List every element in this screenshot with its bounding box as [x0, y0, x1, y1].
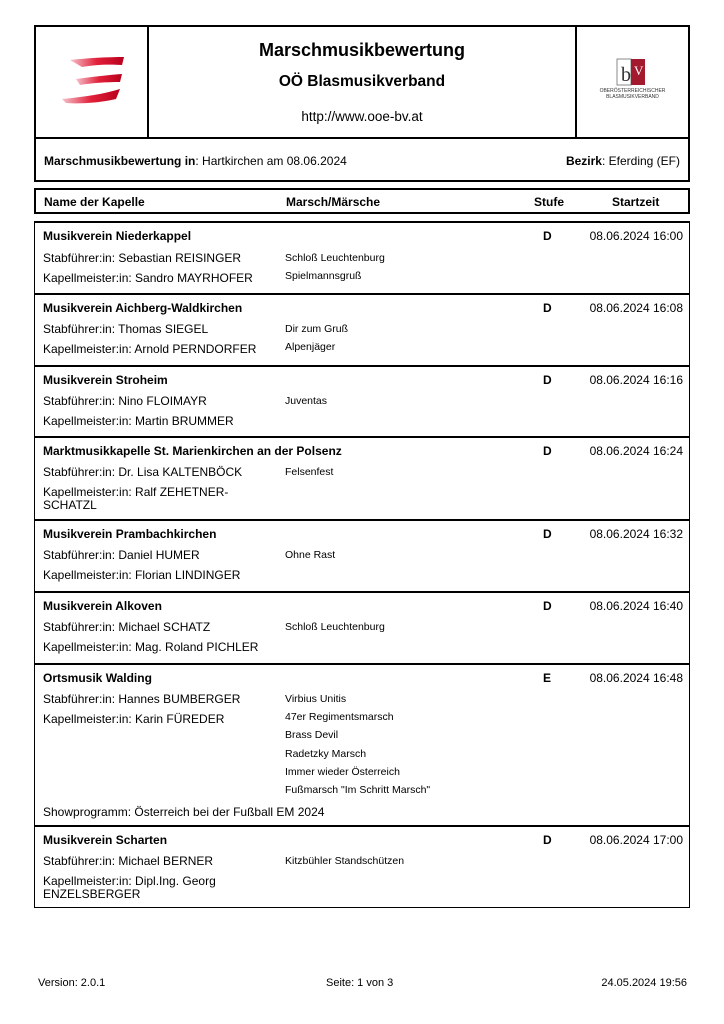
startzeit-value: 08.06.2024 16:08: [589, 301, 683, 315]
footer-version: Version: 2.0.1: [38, 977, 106, 989]
footer-date: 24.05.2024 19:56: [601, 977, 687, 989]
event-info-value: : Hartkirchen am 08.06.2024: [195, 154, 347, 168]
left-logo: [36, 27, 149, 137]
right-logo-caption: [577, 88, 688, 100]
table-row: [35, 223, 689, 295]
stufe-value: E: [543, 671, 552, 685]
footer-page-number: Seite: 1 von 3: [326, 977, 394, 989]
table-row: [35, 593, 689, 665]
header-box: [34, 25, 690, 182]
band-name: Musikverein Stroheim: [43, 373, 168, 387]
stufe-value: D: [543, 599, 552, 613]
kapellmeister: Kapellmeister:in: Dipl.Ing. Georg ENZELSBERGER: [43, 874, 216, 901]
startzeit-value: 08.06.2024 16:24: [589, 444, 683, 458]
red-swoosh-logo-icon: [36, 27, 149, 137]
stufe-value: D: [543, 301, 552, 315]
march-item: Ohne Rast: [285, 549, 336, 561]
table-row: [35, 367, 689, 438]
show-program: Showprogramm: Österreich bei der Fußball EM 2024: [43, 805, 325, 819]
startzeit-value: 08.06.2024 16:32: [589, 527, 683, 541]
column-marsch: Marsch/Märsche: [286, 195, 381, 209]
table-row: [35, 665, 689, 827]
stabfuehrer: Stabführer:in: Sebastian REISINGER: [43, 251, 242, 265]
event-info: [44, 154, 347, 168]
kapellmeister: Kapellmeister:in: Mag. Roland PICHLER: [43, 640, 259, 654]
header-info: [36, 139, 688, 180]
march-item: Schloß Leuchtenburg: [285, 621, 385, 633]
march-item: Dir zum Gruß: [285, 323, 348, 335]
page-title: Marschmusikbewertung: [258, 40, 466, 60]
district-value: : Eferding (EF): [601, 154, 680, 168]
header-top: [36, 27, 688, 139]
startzeit-value: 08.06.2024 16:48: [589, 671, 683, 685]
table-row: [35, 521, 689, 593]
svg-text:b: b: [621, 64, 631, 86]
kapellmeister: Kapellmeister:in: Ralf ZEHETNER-SCHATZL: [43, 485, 229, 512]
band-name: Musikverein Scharten: [43, 833, 168, 847]
entries-table: [34, 221, 690, 908]
column-stufe: Stufe: [534, 195, 564, 209]
svg-text:V: V: [634, 63, 644, 78]
startzeit-value: 08.06.2024 16:00: [589, 229, 683, 243]
march-item: Schloß Leuchtenburg: [285, 252, 385, 264]
march-item: 47er Regimentsmarsch: [285, 711, 394, 723]
march-item: Fußmarsch "Im Schritt Marsch": [285, 784, 431, 796]
stabfuehrer: Stabführer:in: Nino FLOIMAYR: [43, 394, 207, 408]
march-item: Brass Devil: [285, 729, 339, 741]
stufe-value: D: [543, 527, 552, 541]
band-name: Ortsmusik Walding: [43, 671, 152, 685]
march-item: Immer wieder Österreich: [285, 766, 400, 778]
march-item: Radetzky Marsch: [285, 748, 367, 760]
event-info-label: Marschmusikbewertung in: [44, 154, 196, 168]
stabfuehrer: Stabführer:in: Hannes BUMBERGER: [43, 692, 241, 706]
stufe-value: D: [543, 229, 552, 243]
table-row: [35, 827, 689, 908]
stabfuehrer: Stabführer:in: Michael BERNER: [43, 854, 214, 868]
table-row: [35, 438, 689, 521]
kapellmeister: Kapellmeister:in: Sandro MAYRHOFER: [43, 271, 253, 285]
startzeit-value: 08.06.2024 16:16: [589, 373, 683, 387]
stabfuehrer: Stabführer:in: Dr. Lisa KALTENBÖCK: [43, 465, 243, 479]
band-name: Musikverein Niederkappel: [43, 229, 192, 243]
stabfuehrer: Stabführer:in: Michael SCHATZ: [43, 620, 211, 634]
website-link[interactable]: http://www.ooe-bv.at: [301, 109, 423, 124]
march-item: Kitzbühler Standschützen: [285, 855, 405, 867]
kapellmeister: Kapellmeister:in: Arnold PERNDORFER: [43, 342, 257, 356]
column-header: [34, 188, 690, 214]
stufe-value: D: [543, 373, 552, 387]
stabfuehrer: Stabführer:in: Daniel HUMER: [43, 548, 200, 562]
startzeit-value: 08.06.2024 16:40: [589, 599, 683, 613]
band-name: Marktmusikkapelle St. Marienkirchen an der Polsenz: [43, 444, 342, 458]
column-name: Name der Kapelle: [44, 195, 145, 209]
blasmusikverband-logo-icon: [577, 27, 690, 137]
march-item: Alpenjäger: [285, 341, 336, 353]
stufe-value: D: [543, 444, 552, 458]
right-logo: [575, 27, 688, 137]
district-label: Bezirk: [565, 154, 602, 168]
march-item: Virbius Unitis: [285, 693, 347, 705]
kapellmeister: Kapellmeister:in: Martin BRUMMER: [43, 414, 234, 428]
startzeit-value: 08.06.2024 17:00: [589, 833, 683, 847]
right-logo-caption-line1: OBERÖSTERREICHISCHER: [599, 88, 666, 94]
page-subtitle: OÖ Blasmusikverband: [278, 73, 446, 90]
kapellmeister: Kapellmeister:in: Florian LINDINGER: [43, 568, 241, 582]
march-item: Juventas: [285, 395, 328, 407]
stufe-value: D: [543, 833, 552, 847]
header-center: [149, 27, 575, 137]
march-item: Spielmannsgruß: [285, 270, 362, 282]
column-startzeit: Startzeit: [612, 195, 660, 209]
band-name: Musikverein Alkoven: [43, 599, 162, 613]
band-name: Musikverein Aichberg-Waldkirchen: [43, 301, 243, 315]
table-row: [35, 295, 689, 367]
march-item: Felsenfest: [285, 466, 334, 478]
right-logo-caption-line2: BLASMUSIKVERBAND: [606, 94, 659, 100]
band-name: Musikverein Prambachkirchen: [43, 527, 217, 541]
district-info: [566, 154, 680, 168]
stabfuehrer: Stabführer:in: Thomas SIEGEL: [43, 322, 209, 336]
kapellmeister: Kapellmeister:in: Karin FÜREDER: [43, 712, 225, 726]
